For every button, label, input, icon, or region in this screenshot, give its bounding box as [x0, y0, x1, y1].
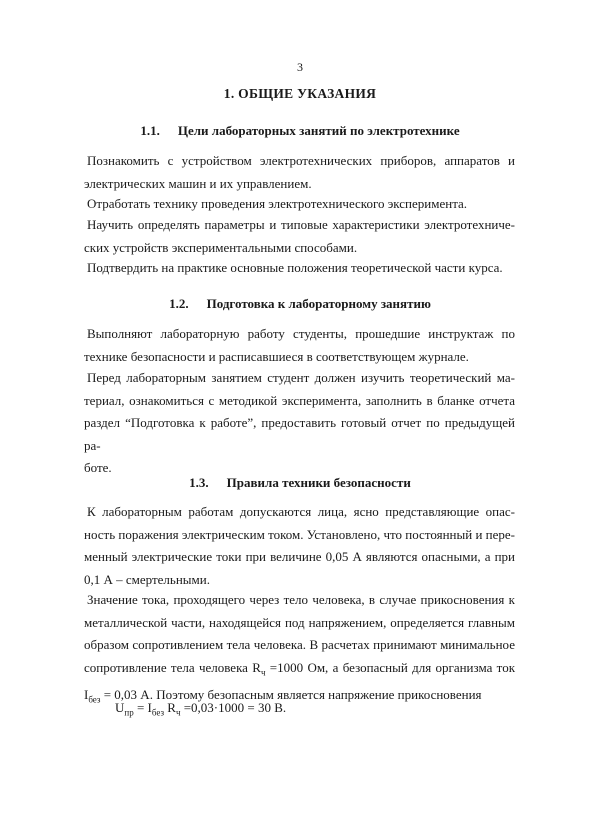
- paragraph: [84, 150, 515, 195]
- text-line: $I_{без} = 0,03$ А. Поэтому безопасным является напряжение прикосновения: [84, 686, 482, 705]
- text-line: менный электрические токи при величине 0,05 А являются опасными, а при: [84, 549, 515, 564]
- text-line: Выполняют лабораторную работу студенты, прошедшие инструктаж по: [87, 326, 515, 341]
- section-heading-1-1: [0, 123, 600, 139]
- text-line: ность поражения электрическим током. Установлено, что постоянный и пере-: [84, 526, 515, 542]
- section-number: 1.3.: [189, 475, 209, 490]
- text-line: сопротивление тела человека $R_ч =1000$ Ом, а безопасный для организма ток: [84, 659, 516, 678]
- paragraph: [87, 193, 515, 216]
- text-line: электрических машин и их управлением.: [84, 175, 312, 191]
- section-heading-1-3: [0, 475, 600, 491]
- paragraph: [84, 501, 515, 591]
- paragraph: [84, 214, 515, 259]
- formula: $U_{пр} = I_{без}$ $R_ч =0,03\cdot 1000 = 30$ В.: [115, 700, 287, 718]
- text-line: 0,1 А – смертельными.: [84, 571, 210, 587]
- text-line: териал, ознакомиться с методикой эксперимента, заполнить в бланке отчета: [84, 392, 515, 408]
- section-heading-1-2: [0, 296, 600, 312]
- text-line: раздел “Подготовка к работе”, предоставить готовый отчет по предыдущей ра-: [84, 415, 515, 453]
- text-line: Значение тока, проходящего через тело человека, в случае прикосновения к: [87, 592, 515, 607]
- text-line: Научить определять параметры и типовые характеристики электротехниче-: [87, 217, 515, 232]
- paragraph: [84, 589, 516, 711]
- text-line: Перед лабораторным занятием студент должен изучить теоретический ма-: [87, 370, 515, 385]
- text-line: технике безопасности и расписавшиеся в соответствующем журнале.: [84, 348, 469, 364]
- text-line: К лабораторным работам допускаются лица, ясно представляющие опас-: [87, 504, 515, 519]
- section-number: 1.1.: [140, 123, 160, 138]
- text-line: ских устройств экспериментальными способами.: [84, 239, 358, 255]
- paragraph: [84, 367, 515, 480]
- section-title: Подготовка к лабораторному занятию: [206, 296, 431, 311]
- text-line: Подтвердить на практике основные положения теоретической части курса.: [87, 260, 503, 275]
- text-line: металлической части, находящейся под напряжением, определяется главным: [84, 614, 515, 630]
- paragraph: [87, 257, 515, 280]
- text-line: образом сопротивлением тела человека. В расчетах принимают минимальное: [84, 637, 515, 652]
- section-number: 1.2.: [169, 296, 189, 311]
- section-title: Правила техники безопасности: [226, 475, 411, 490]
- text-line: Отработать технику проведения электротехнического эксперимента.: [87, 196, 468, 211]
- text-line: боте.: [84, 460, 112, 475]
- page-number: 3: [297, 60, 303, 74]
- text-line: Познакомить с устройством электротехнических приборов, аппаратов и: [87, 153, 515, 168]
- paragraph: [84, 323, 515, 368]
- page-title: 1. ОБЩИЕ УКАЗАНИЯ: [223, 86, 377, 101]
- section-title: Цели лабораторных занятий по электротехнике: [177, 123, 460, 138]
